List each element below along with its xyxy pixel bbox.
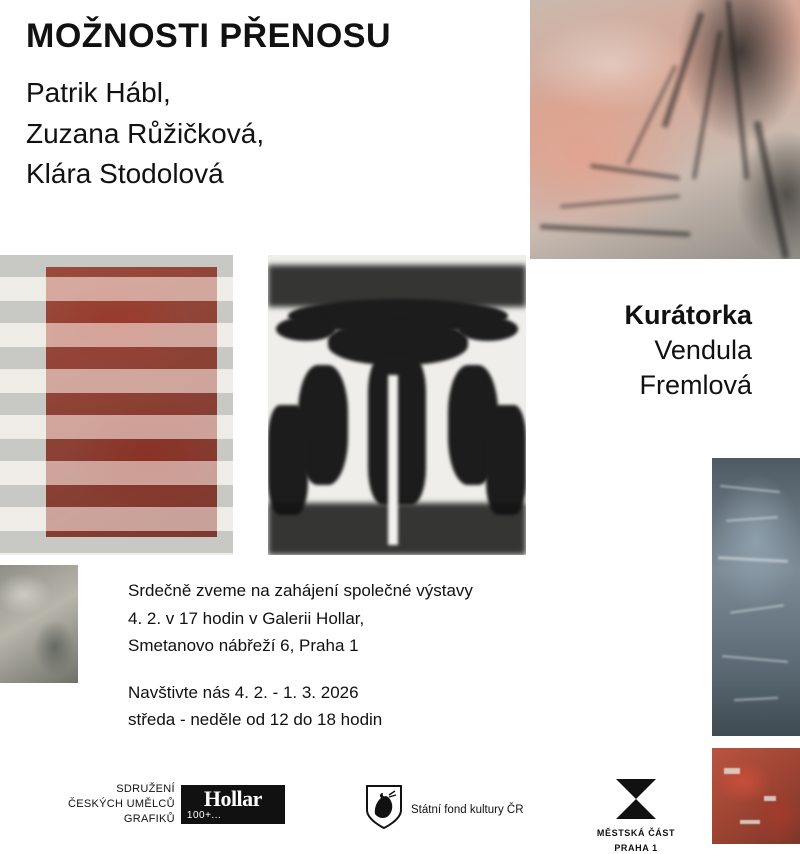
hollar-assoc-line2: ČESKÝCH UMĚLCŮ [68,797,175,810]
artist-name: Patrik Hábl, [26,77,171,109]
artwork-top-right-image [530,0,800,259]
artist-name: Zuzana Růžičková, [26,117,265,149]
prague-district-line1: MĚSTSKÁ ČÁST [596,828,676,838]
artwork-bottom-right-image [712,748,800,844]
logo-prague-1 [588,778,684,854]
hollar-association-text [68,782,175,827]
invitation-paragraph [128,577,568,660]
title-block [26,18,516,194]
logos-row [0,770,700,853]
artwork-small-left-image [0,565,78,683]
visiting-hours-paragraph [128,679,568,734]
hollar-assoc-line1: SDRUŽENÍ [116,783,175,795]
invitation-line: 4. 2. v 17 hodin v Galerii Hollar, [128,608,365,628]
hollar-wordmark-box [181,785,285,824]
visiting-line: středa - neděle od 12 do 18 hodin [128,710,383,730]
state-culture-fund-label: Státní fond kultury ČR [411,803,524,816]
logo-hollar [68,782,285,827]
curator-name-line2: Fremlová [639,370,752,401]
visiting-line: Navštivte nás 4. 2. - 1. 3. 2026 [128,682,359,702]
invitation-line: Smetanovo nábřeží 6, Praha 1 [128,636,359,656]
prague-district-line2: PRAHA 1 [614,842,658,853]
artwork-left-stripes-image [0,255,233,555]
logo-state-culture-fund [365,784,524,835]
invitation-line: Srdečně zveme na zahájení společné výstavy [128,581,473,600]
hollar-anniversary: 100+... [186,809,222,821]
hollar-assoc-line3: GRAFIKŮ [123,812,175,825]
hollar-wordmark: Hollar [203,785,262,811]
artists-list [26,73,516,194]
curator-name-line1: Vendula [654,335,752,366]
curator-block [452,298,752,403]
page-title: MOŽNOSTI PŘENOSU [26,17,392,55]
prague-1-district-emblem-icon [615,807,657,824]
curator-label: Kurátorka [624,300,752,330]
info-block [128,577,568,734]
czech-lion-coat-of-arms-icon [365,784,403,835]
artist-name: Klára Stodolová [26,158,224,190]
artwork-right-blue-image [712,458,800,736]
